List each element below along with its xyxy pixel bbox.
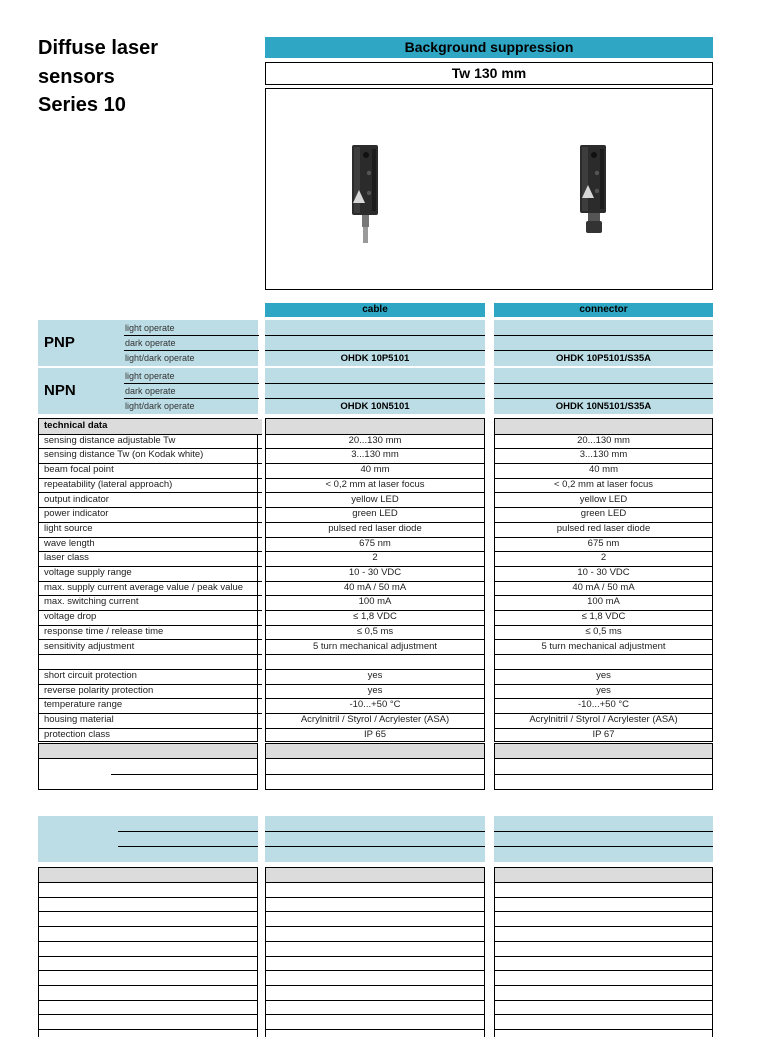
row-divider bbox=[39, 941, 257, 942]
technical-data-cable-value: 40 mm bbox=[266, 463, 484, 479]
row-divider bbox=[265, 383, 485, 384]
sensor-cable-image bbox=[352, 145, 378, 243]
npn-cable-cell bbox=[265, 368, 485, 414]
empty-connector-block bbox=[494, 816, 713, 862]
row-divider bbox=[266, 970, 484, 971]
row-divider bbox=[39, 926, 257, 927]
technical-data-label: reverse polarity protection bbox=[39, 684, 262, 700]
technical-data-cable-value: 3...130 mm bbox=[266, 448, 484, 464]
technical-data-label: short circuit protection bbox=[39, 669, 262, 685]
technical-data-label: voltage drop bbox=[39, 610, 262, 626]
title-line-2: sensors bbox=[38, 65, 115, 88]
product-image-box bbox=[265, 88, 713, 290]
sensor-connector-image bbox=[580, 145, 606, 233]
technical-data-label: sensing distance adjustable Tw bbox=[39, 434, 262, 450]
empty-cable-block bbox=[265, 816, 485, 862]
row-divider bbox=[266, 1014, 484, 1015]
row-divider bbox=[495, 774, 712, 775]
row-divider bbox=[265, 335, 485, 336]
row-divider bbox=[495, 941, 712, 942]
row-divider bbox=[266, 911, 484, 912]
technical-data-connector-value: IP 67 bbox=[592, 728, 615, 740]
technical-data-connector-value bbox=[495, 654, 712, 670]
technical-data-cable-value: < 0,2 mm at laser focus bbox=[266, 478, 484, 494]
row-divider bbox=[39, 1000, 257, 1001]
pnp-cable-order-code: OHDK 10P5101 bbox=[340, 353, 410, 364]
row-divider bbox=[266, 956, 484, 957]
pnp-label-block bbox=[38, 320, 258, 366]
technical-data-connector-value: 20...130 mm bbox=[495, 434, 712, 450]
row-divider bbox=[266, 758, 484, 759]
row-divider bbox=[494, 831, 713, 832]
row-divider bbox=[495, 970, 712, 971]
row-divider bbox=[495, 956, 712, 957]
empty-lower-table-labels bbox=[38, 867, 258, 1037]
row-divider bbox=[39, 1014, 257, 1015]
row-divider bbox=[266, 985, 484, 986]
technical-data-label: sensitivity adjustment bbox=[39, 640, 262, 656]
technical-data-connector-value: -10...+50 °C bbox=[495, 698, 712, 714]
technical-data-connector-value: Acrylnitril / Styrol / Acrylester (ASA) bbox=[495, 713, 712, 729]
table-header-shading bbox=[495, 868, 712, 882]
technical-data-connector-value: 40 mA / 50 mA bbox=[495, 581, 712, 597]
empty-label-block bbox=[38, 816, 258, 862]
row-divider bbox=[118, 846, 258, 847]
product-images bbox=[266, 89, 711, 288]
pnp-light-dark-operate-label: light/dark operate bbox=[124, 350, 259, 365]
row-divider bbox=[266, 882, 484, 883]
row-divider bbox=[39, 758, 257, 759]
empty-lower-table-cable bbox=[265, 867, 485, 1037]
technical-data-heading bbox=[495, 419, 712, 435]
technical-data-heading bbox=[266, 419, 484, 435]
technical-data-connector-value: 5 turn mechanical adjustment bbox=[495, 640, 712, 656]
technical-data-labels bbox=[38, 418, 258, 742]
npn-dark-operate-label: dark operate bbox=[124, 383, 259, 398]
row-divider bbox=[39, 1029, 257, 1030]
row-divider bbox=[495, 911, 712, 912]
technical-data-connector-value: green LED bbox=[495, 507, 712, 523]
pnp-connector-cell bbox=[494, 320, 713, 366]
document-title bbox=[38, 34, 238, 120]
technical-data-label: housing material bbox=[39, 713, 262, 729]
pnp-light-operate-label: light operate bbox=[125, 323, 175, 333]
row-divider bbox=[494, 383, 713, 384]
table-header-shading bbox=[266, 744, 484, 758]
technical-data-cable-value bbox=[266, 654, 484, 670]
title-line-1: Diffuse laser bbox=[38, 37, 159, 59]
technical-data-cable-value: 40 mA / 50 mA bbox=[266, 581, 484, 597]
technical-data-connector-value: yes bbox=[495, 669, 712, 685]
technical-data-cable-value: ≤ 1,8 VDC bbox=[266, 610, 484, 626]
row-divider bbox=[39, 985, 257, 986]
row-divider bbox=[39, 882, 257, 883]
technical-data-cable-value: 675 nm bbox=[266, 537, 484, 553]
technical-data-connector-value: 675 nm bbox=[495, 537, 712, 553]
technical-data-connector-value: yes bbox=[495, 684, 712, 700]
empty-lower-table-connector bbox=[494, 867, 713, 1037]
column-header-cable: cable bbox=[265, 303, 485, 317]
row-divider bbox=[111, 774, 257, 775]
row-divider bbox=[39, 911, 257, 912]
technical-data-connector-value: 2 bbox=[495, 551, 712, 567]
table-header-shading bbox=[39, 868, 257, 882]
technical-data-connector-value: < 0,2 mm at laser focus bbox=[495, 478, 712, 494]
technical-data-cable-value: Acrylnitril / Styrol / Acrylester (ASA) bbox=[266, 713, 484, 729]
row-divider bbox=[266, 941, 484, 942]
technical-data-connector-value: pulsed red laser diode bbox=[495, 522, 712, 538]
row-divider bbox=[494, 350, 713, 351]
technical-data-label bbox=[39, 654, 262, 670]
npn-label-block bbox=[38, 368, 258, 414]
sensing-range-header: Tw 130 mm bbox=[265, 62, 713, 85]
technical-data-cable-value: 20...130 mm bbox=[266, 434, 484, 450]
technical-data-cable-value: 10 - 30 VDC bbox=[266, 566, 484, 582]
pnp-connector-order-code: OHDK 10P5101/S35A bbox=[555, 353, 652, 364]
technical-data-label: beam focal point bbox=[39, 463, 262, 479]
npn-light-dark-operate-label: light/dark operate bbox=[124, 398, 259, 413]
technical-data-cable-value: yes bbox=[266, 669, 484, 685]
row-divider bbox=[265, 350, 485, 351]
row-divider bbox=[265, 831, 485, 832]
technical-data-label: protection class bbox=[44, 728, 111, 740]
npn-light-operate-label: light operate bbox=[125, 371, 175, 381]
technical-data-label: laser class bbox=[39, 551, 262, 567]
technical-data-heading: technical data bbox=[39, 419, 262, 435]
technical-data-label: sensing distance Tw (on Kodak white) bbox=[39, 448, 262, 464]
table-header-shading bbox=[495, 744, 712, 758]
npn-connector-cell bbox=[494, 368, 713, 414]
title-line-3: Series 10 bbox=[38, 94, 126, 116]
technical-data-cable-value: IP 65 bbox=[363, 728, 386, 740]
empty-table-connector bbox=[494, 743, 713, 790]
row-divider bbox=[39, 897, 257, 898]
technical-data-label: response time / release time bbox=[39, 625, 262, 641]
row-divider bbox=[266, 1000, 484, 1001]
row-divider bbox=[266, 926, 484, 927]
row-divider bbox=[265, 398, 485, 399]
row-divider bbox=[39, 970, 257, 971]
pnp-cable-cell bbox=[265, 320, 485, 366]
technical-data-cable-value: pulsed red laser diode bbox=[266, 522, 484, 538]
npn-label: NPN bbox=[44, 382, 76, 399]
technical-data-cable-value: -10...+50 °C bbox=[266, 698, 484, 714]
technical-data-cable-value: 100 mA bbox=[266, 595, 484, 611]
technical-data-connector-values bbox=[494, 418, 713, 742]
row-divider bbox=[266, 897, 484, 898]
background-suppression-band: Background suppression bbox=[265, 37, 713, 58]
technical-data-cable-value: green LED bbox=[266, 507, 484, 523]
pnp-label: PNP bbox=[44, 334, 75, 351]
row-divider bbox=[495, 882, 712, 883]
technical-data-connector-value: yellow LED bbox=[495, 493, 712, 509]
technical-data-label: power indicator bbox=[39, 507, 262, 523]
technical-data-label: output indicator bbox=[39, 493, 262, 509]
row-divider bbox=[495, 1029, 712, 1030]
empty-table-cable bbox=[265, 743, 485, 790]
row-divider bbox=[266, 774, 484, 775]
technical-data-cable-values bbox=[265, 418, 485, 742]
row-divider bbox=[494, 335, 713, 336]
technical-data-label: max. supply current average value / peak value bbox=[39, 581, 262, 597]
technical-data-connector-value: ≤ 1,8 VDC bbox=[495, 610, 712, 626]
technical-data-cable-value: yes bbox=[266, 684, 484, 700]
technical-data-cable-value: ≤ 0,5 ms bbox=[266, 625, 484, 641]
technical-data-connector-value: 100 mA bbox=[495, 595, 712, 611]
technical-data-connector-value: 3...130 mm bbox=[495, 448, 712, 464]
empty-table-labels bbox=[38, 743, 258, 790]
row-divider bbox=[39, 956, 257, 957]
row-divider bbox=[118, 831, 258, 832]
technical-data-label: temperature range bbox=[39, 698, 262, 714]
row-divider bbox=[495, 1014, 712, 1015]
technical-data-label: max. switching current bbox=[39, 595, 262, 611]
row-divider bbox=[495, 926, 712, 927]
npn-connector-order-code: OHDK 10N5101/S35A bbox=[555, 401, 652, 412]
technical-data-cable-value: 5 turn mechanical adjustment bbox=[266, 640, 484, 656]
technical-data-connector-value: 40 mm bbox=[495, 463, 712, 479]
technical-data-label: wave length bbox=[39, 537, 262, 553]
technical-data-cable-value: yellow LED bbox=[266, 493, 484, 509]
technical-data-connector-value: 10 - 30 VDC bbox=[495, 566, 712, 582]
row-divider bbox=[495, 758, 712, 759]
row-divider bbox=[265, 846, 485, 847]
technical-data-connector-value: ≤ 0,5 ms bbox=[495, 625, 712, 641]
technical-data-label: repeatability (lateral approach) bbox=[39, 478, 262, 494]
row-divider bbox=[494, 398, 713, 399]
pnp-dark-operate-label: dark operate bbox=[124, 335, 259, 350]
technical-data-label: voltage supply range bbox=[39, 566, 262, 582]
row-divider bbox=[494, 846, 713, 847]
table-header-shading bbox=[266, 868, 484, 882]
row-divider bbox=[495, 1000, 712, 1001]
npn-cable-order-code: OHDK 10N5101 bbox=[340, 401, 410, 412]
technical-data-label: light source bbox=[39, 522, 262, 538]
row-divider bbox=[495, 897, 712, 898]
technical-data-cable-value: 2 bbox=[266, 551, 484, 567]
table-header-shading bbox=[39, 744, 257, 758]
row-divider bbox=[266, 1029, 484, 1030]
row-divider bbox=[495, 985, 712, 986]
column-header-connector: connector bbox=[494, 303, 713, 317]
